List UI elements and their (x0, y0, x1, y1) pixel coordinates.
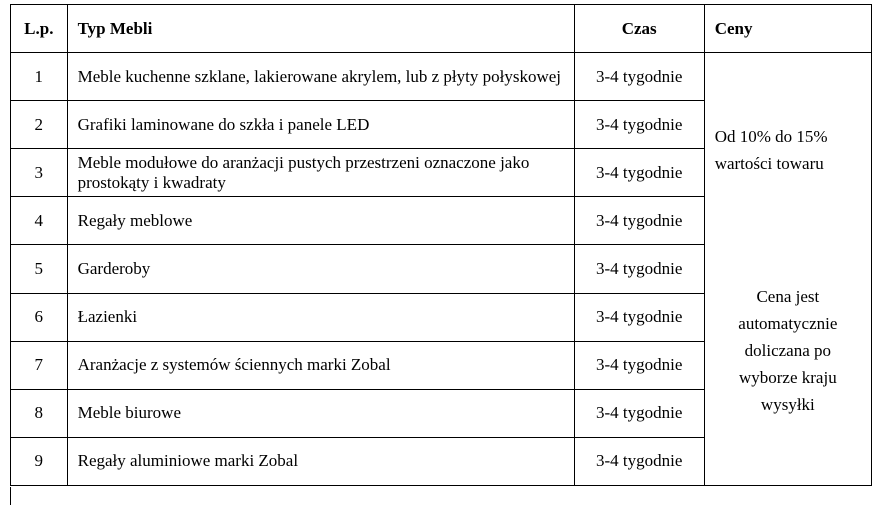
row-furniture-type: Meble kuchenne szklane, lakierowane akrylem, lub z płyty połyskowej (67, 53, 574, 101)
row-number: 3 (11, 149, 68, 197)
prices-note-text (705, 283, 871, 418)
row-furniture-type: Grafiki laminowane do szkła i panele LED (67, 101, 574, 149)
row-number: 2 (11, 101, 68, 149)
row-number: 8 (11, 389, 68, 437)
table-header-row (11, 5, 872, 53)
row-furniture-type: Meble biurowe (67, 389, 574, 437)
row-time: 3-4 tygodnie (574, 293, 704, 341)
prices-range-text (715, 123, 860, 177)
row-number: 6 (11, 293, 68, 341)
row-furniture-type: Regały aluminiowe marki Zobal (67, 437, 574, 485)
row-time: 3-4 tygodnie (574, 149, 704, 197)
row-furniture-type: Meble modułowe do aranżacji pustych przestrzeni oznaczone jako prostokąty i kwadraty (67, 149, 574, 197)
row-time: 3-4 tygodnie (574, 101, 704, 149)
prices-note-line2: automatycznie (738, 314, 838, 333)
row-number: 1 (11, 53, 68, 101)
row-furniture-type: Łazienki (67, 293, 574, 341)
header-ceny: Ceny (704, 5, 871, 53)
row-time: 3-4 tygodnie (574, 437, 704, 485)
row-number: 7 (11, 341, 68, 389)
prices-note-line5: wysyłki (760, 395, 815, 414)
row-time: 3-4 tygodnie (574, 197, 704, 245)
prices-note-line4: wyborze kraju (738, 368, 837, 387)
text-cursor (10, 487, 11, 505)
row-furniture-type: Aranżacje z systemów ściennych marki Zobal (67, 341, 574, 389)
prices-note-line3: doliczana po (744, 341, 832, 360)
row-furniture-type: Garderoby (67, 245, 574, 293)
furniture-table (10, 4, 872, 486)
prices-range-line2: wartości towaru (714, 154, 824, 173)
row-time: 3-4 tygodnie (574, 389, 704, 437)
table-row (11, 53, 872, 101)
header-lp: L.p. (11, 5, 68, 53)
row-furniture-type: Regały meblowe (67, 197, 574, 245)
row-number: 9 (11, 437, 68, 485)
prices-range-line1: Od 10% do 15% (714, 127, 828, 146)
row-time: 3-4 tygodnie (574, 245, 704, 293)
header-typ: Typ Mebli (67, 5, 574, 53)
row-time: 3-4 tygodnie (574, 341, 704, 389)
row-number: 5 (11, 245, 68, 293)
row-number: 4 (11, 197, 68, 245)
header-czas: Czas (574, 5, 704, 53)
prices-note-line1: Cena jest (756, 287, 820, 306)
row-time: 3-4 tygodnie (574, 53, 704, 101)
prices-cell (704, 53, 871, 486)
